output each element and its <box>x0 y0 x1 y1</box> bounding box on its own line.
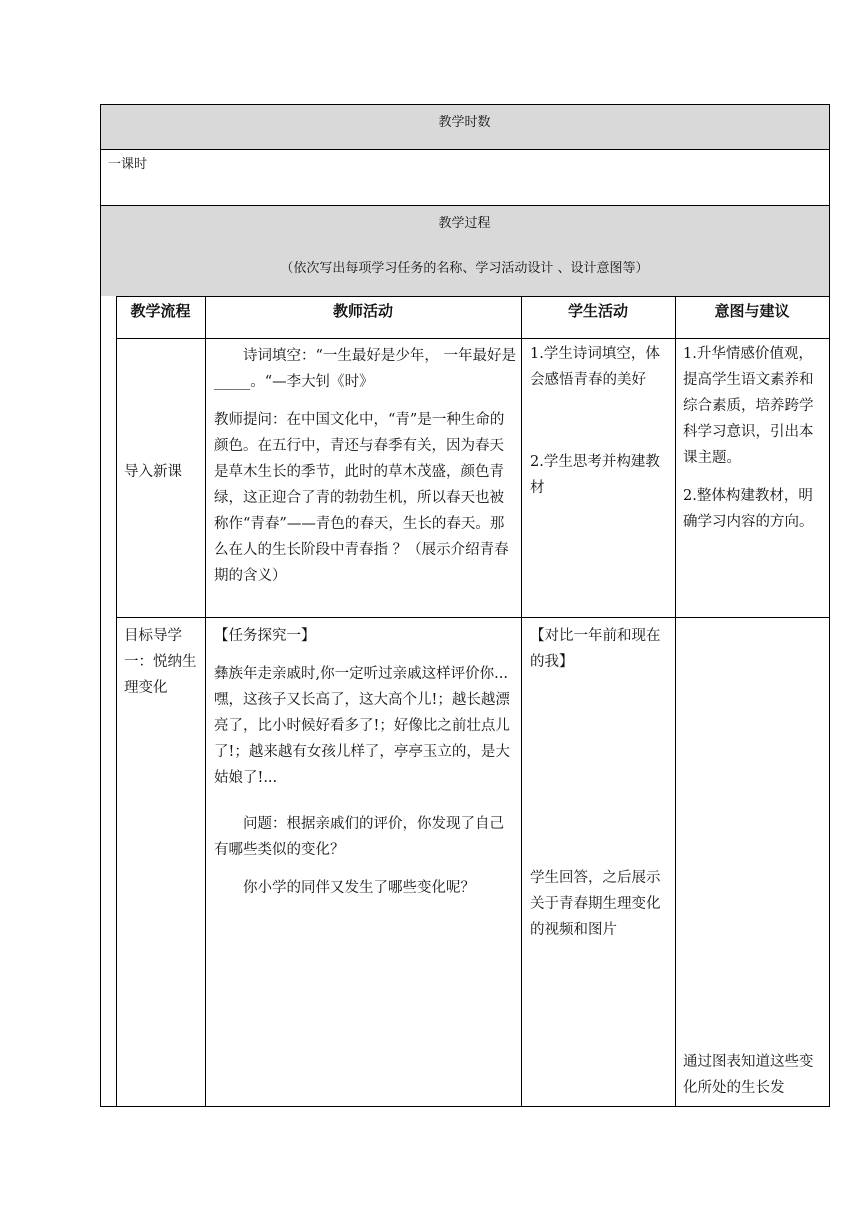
hours-value: 一课时 <box>108 157 148 172</box>
row1-student <box>530 341 672 501</box>
row1-teacher <box>214 343 518 589</box>
row1-intent-p2: 2.整体构建教材，明确学习内容的方向。 <box>683 488 814 530</box>
rule-table-top <box>116 296 830 297</box>
row1-flow: 导入新课 <box>124 464 182 480</box>
rule-top <box>100 104 830 105</box>
row2-student <box>530 623 672 943</box>
col-header-student: 学生活动 <box>567 302 628 320</box>
row2-student-p1: 【对比一年前和现在的我】 <box>530 628 661 670</box>
rule-col-2 <box>521 296 522 1106</box>
process-header: 教学过程 <box>438 216 491 231</box>
process-subheader: （依次写出每项学习任务的名称、学习活动设计 、设计意图等） <box>280 261 649 276</box>
rule-col-3 <box>675 296 676 1106</box>
rule-row1-bottom <box>116 617 830 618</box>
row1-student-p2: 2.学生思考并构建教材 <box>530 454 660 496</box>
row2-teacher-p2: 彝族年走亲戚时,你一定听过亲戚这样评价你...嘿，这孩子又长高了，这大高个儿!；越长越漂亮了，比小时候好看多了!；好像比之前壮点儿了!；越来越有女孩儿样了，亭亭玉立的，是大姑娘了!... <box>214 666 510 786</box>
rule-hours-mid <box>100 149 830 150</box>
row2-teacher-p3: 问题：根据亲戚们的评价，你发现了自己有哪些类似的变化？ <box>214 816 504 858</box>
row2-intent <box>683 1049 827 1105</box>
rule-bottom <box>100 1106 830 1107</box>
row2-teacher <box>214 623 518 901</box>
row1-teacher-p2: 教师提问：在中国文化中，“青”是一种生命的颜色。在五行中，青还与春季有关，因为春天是草木生长的季节，此时的草木茂盛，颜色青绿，这正迎合了青的勃勃生机，所以春天也被称作“青春”——青色的春天，生长的春天。那么在人的生长阶段中青春指 ？（展示介绍青春期的含义） <box>214 412 509 584</box>
rule-table-header-bottom <box>116 338 830 339</box>
row2-teacher-p4: 你小学的同伴又发生了哪些变化呢？ <box>243 880 475 896</box>
row2-teacher-p1: 【任务探究一】 <box>214 628 316 644</box>
rule-left <box>100 104 101 1106</box>
hours-header: 教学时数 <box>438 115 491 130</box>
row1-student-p1: 1.学生诗词填空，体会感悟青春的美好 <box>530 346 660 388</box>
col-header-flow: 教学流程 <box>130 302 191 320</box>
rule-col-0 <box>116 296 117 1106</box>
rule-right-top <box>829 104 830 296</box>
row2-intent-p1: 通过图表知道这些变化所处的生长发 <box>683 1054 814 1096</box>
rule-col-4 <box>829 296 830 1106</box>
col-header-intent: 意图与建议 <box>714 302 790 320</box>
rule-col-1 <box>205 296 206 1106</box>
row2-student-p2: 学生回答，之后展示关于青春期生理变化的视频和图片 <box>530 870 661 938</box>
rule-process-top <box>100 205 830 206</box>
row1-intent-p1: 1.升华情感价值观，提高学生语文素养和综合素质，培养跨学科学习意识，引出本课主题。 <box>683 346 814 466</box>
row1-teacher-p1: 诗词填空：“一生最好是少年， 一年最好是_____。“—李大钊《时》 <box>214 348 517 390</box>
row1-intent <box>683 341 827 535</box>
row2-flow: 目标导学一：悦纳生理变化 <box>124 628 197 696</box>
col-header-teacher: 教师活动 <box>332 302 393 320</box>
